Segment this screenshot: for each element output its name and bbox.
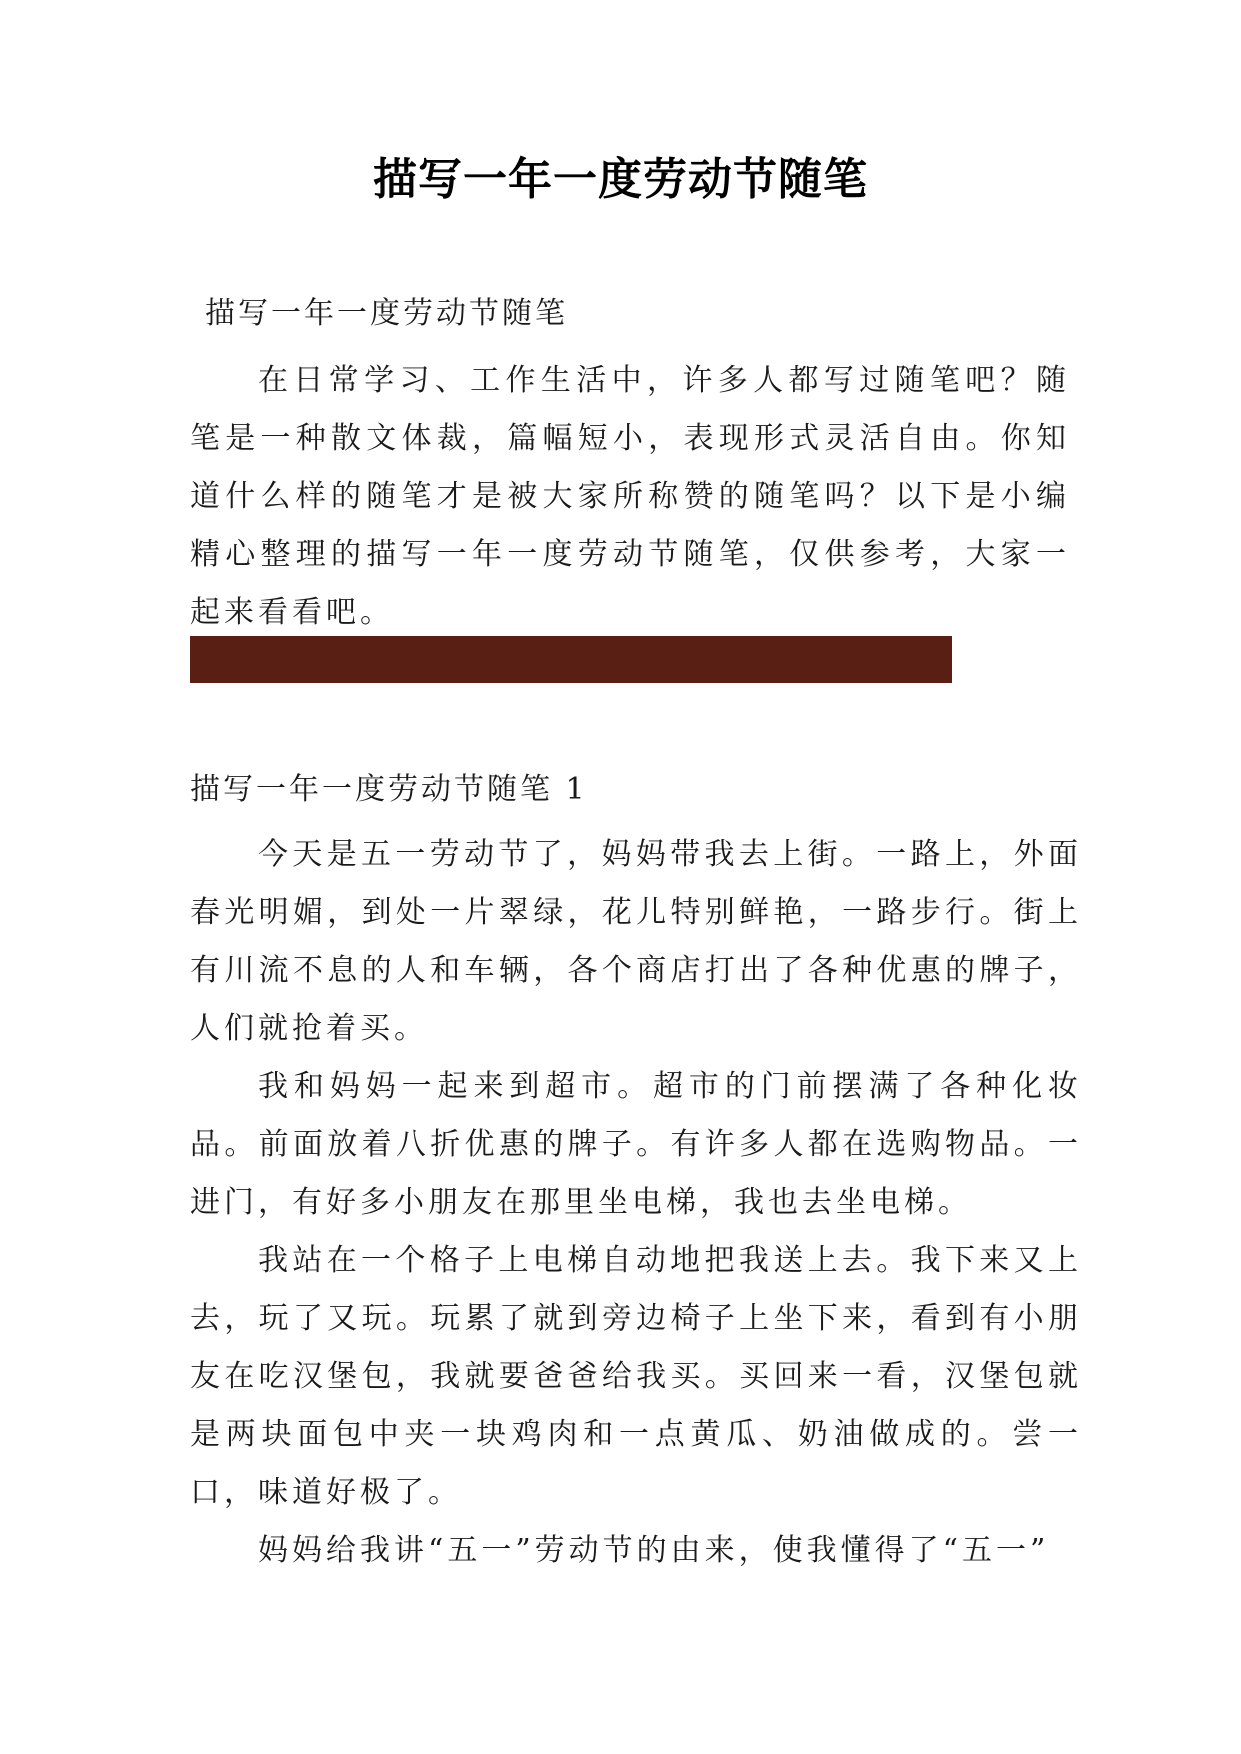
body-paragraph: 今天是五一劳动节了，妈妈带我去上街。一路上，外面春光明媚，到处一片翠绿，花儿特别鲜艳，一路步行。街上有川流不息的人和车辆，各个商店打出了各种优惠的牌子，人们就抢着买。: [190, 837, 1082, 1046]
decorative-divider-bar: [190, 636, 952, 683]
intro-paragraph: 在日常学习、工作生活中，许多人都写过随笔吧？随笔是一种散文体裁，篇幅短小，表现形式灵活自由。你知道什么样的随笔才是被大家所称赞的随笔吗？以下是小编精心整理的描写一年一度劳动节随笔，仅供参考，大家一起来看看吧。: [190, 363, 1070, 630]
body-paragraph: 妈妈给我讲“五一”劳动节的由来，使我懂得了“五一”: [258, 1533, 1050, 1568]
document-subtitle: 描写一年一度劳动节随笔: [205, 296, 568, 331]
document-title: 描写一年一度劳动节随笔: [373, 154, 868, 205]
section-heading: 描写一年一度劳动节随笔 1: [190, 772, 588, 807]
body-paragraph: 我和妈妈一起来到超市。超市的门前摆满了各种化妆品。前面放着八折优惠的牌子。有许多人都在选购物品。一进门，有好多小朋友在那里坐电梯，我也去坐电梯。: [190, 1069, 1082, 1220]
section-body: [190, 826, 1082, 1580]
body-paragraph: 我站在一个格子上电梯自动地把我送上去。我下来又上去，玩了又玩。玩累了就到旁边椅子上坐下来，看到有小朋友在吃汉堡包，我就要爸爸给我买。买回来一看，汉堡包就是两块面包中夹一块鸡肉和一点黄瓜、奶油做成的。尝一口，味道好极了。: [190, 1243, 1082, 1510]
